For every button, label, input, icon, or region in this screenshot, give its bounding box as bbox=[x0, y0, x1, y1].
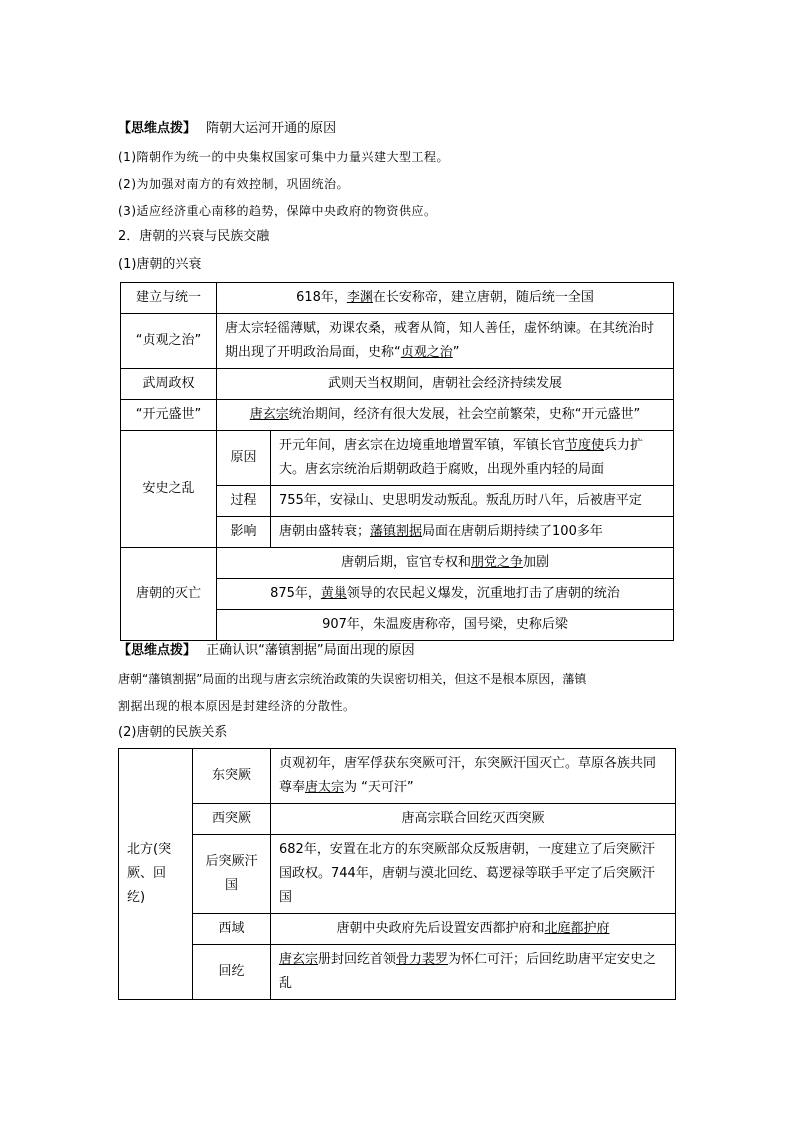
row-label: 西突厥 bbox=[193, 804, 271, 835]
table-row bbox=[119, 835, 676, 914]
tip2-line-2: 割据出现的根本原因是封建经济的分散性。 bbox=[118, 699, 356, 713]
tang-rise-fall-table bbox=[120, 282, 674, 641]
row-label: 东突厥 bbox=[193, 749, 271, 804]
row-content: 开元年间，唐玄宗在边境重地增置军镇，军镇长官节度使兵力扩大。唐玄宗统治后期朝政趋于腐败，出现外重内轻的局面 bbox=[271, 431, 674, 486]
row-label: 回纥 bbox=[193, 945, 271, 1000]
table-row bbox=[121, 400, 674, 431]
row-label: 武周政权 bbox=[121, 369, 217, 400]
sub-label: 原因 bbox=[217, 431, 271, 486]
row-label: 唐朝的灭亡 bbox=[121, 548, 217, 641]
table-row bbox=[119, 914, 676, 945]
row-content: 682年，安置在北方的东突厥部众反叛唐朝，一度建立了后突厥汗国政权。744年，唐朝与漠北回纥、葛逻禄等联手平定了后突厥汗国 bbox=[271, 835, 676, 914]
tip2-title: 正确认识“藩镇割据”局面出现的原因 bbox=[206, 643, 415, 658]
table-row bbox=[119, 804, 676, 835]
tip2-heading bbox=[118, 642, 415, 660]
row-content: 唐玄宗册封回纥首领骨力裴罗为怀仁可汗；后回纥助唐平定安史之乱 bbox=[271, 945, 676, 1000]
tip1-item-3: (3)适应经济重心南移的趋势，保障中央政府的物资供应。 bbox=[118, 204, 437, 218]
table-row bbox=[121, 548, 674, 579]
sub-label: 影响 bbox=[217, 517, 271, 548]
table-row bbox=[119, 945, 676, 1000]
row-content: 唐玄宗统治期间，经济有很大发展，社会空前繁荣，史称“开元盛世” bbox=[217, 400, 674, 431]
row-label: 安史之乱 bbox=[121, 431, 217, 548]
row-content: 唐朝中央政府先后设置安西都护府和北庭都护府 bbox=[271, 914, 676, 945]
tip1-item-1: (1)隋朝作为统一的中央集权国家可集中力量兴建大型工程。 bbox=[118, 150, 450, 164]
table-row bbox=[121, 314, 674, 369]
table-row bbox=[119, 749, 676, 804]
section2-heading: 2．唐朝的兴衰与民族交融 bbox=[118, 229, 270, 244]
tip1-tag: 【思维点拨】 bbox=[118, 121, 197, 136]
tip2-line-1: 唐朝“藩镇割据”局面的出现与唐玄宗统治政策的失误密切相关，但这不是根本原因，藩镇 bbox=[118, 672, 587, 686]
row-label: “贞观之治” bbox=[121, 314, 217, 369]
region-label: 北方(突厥、回纥) bbox=[119, 749, 193, 1000]
tip1-heading bbox=[118, 120, 336, 138]
ethnic-relations-table bbox=[118, 748, 676, 1000]
row-label: 西域 bbox=[193, 914, 271, 945]
row-content: 唐高宗联合回纥灭西突厥 bbox=[271, 804, 676, 835]
row-content: 唐朝后期，宦官专权和朋党之争加剧 bbox=[217, 548, 674, 579]
sub1-heading: (1)唐朝的兴衰 bbox=[118, 257, 202, 272]
table-row bbox=[121, 369, 674, 400]
sub2-heading: (2)唐朝的民族关系 bbox=[118, 725, 228, 740]
tip1-title: 隋朝大运河开通的原因 bbox=[206, 121, 337, 136]
row-content: 贞观初年，唐军俘获东突厥可汗，东突厥汗国灭亡。草原各族共同尊奉唐太宗为 “天可汗” bbox=[271, 749, 676, 804]
row-content: 唐太宗轻徭薄赋，劝课农桑，戒奢从简，知人善任，虚怀纳谏。在其统治时期出现了开明政治局面，史称“贞观之治” bbox=[217, 314, 674, 369]
row-content: 618年，李渊在长安称帝，建立唐朝，随后统一全国 bbox=[217, 283, 674, 314]
row-content: 武则天当权期间，唐朝社会经济持续发展 bbox=[217, 369, 674, 400]
row-content: 755年，安禄山、史思明发动叛乱。叛乱历时八年，后被唐平定 bbox=[271, 486, 674, 517]
row-content: 875年，黄巢领导的农民起义爆发，沉重地打击了唐朝的统治 bbox=[217, 579, 674, 610]
row-label: 后突厥汗国 bbox=[193, 835, 271, 914]
row-content: 唐朝由盛转衰；藩镇割据局面在唐朝后期持续了100多年 bbox=[271, 517, 674, 548]
tip2-tag: 【思维点拨】 bbox=[118, 643, 197, 658]
tip1-item-2: (2)为加强对南方的有效控制，巩固统治。 bbox=[118, 177, 349, 191]
table-row bbox=[121, 431, 674, 486]
sub-label: 过程 bbox=[217, 486, 271, 517]
row-content: 907年，朱温废唐称帝，国号梁，史称后梁 bbox=[217, 610, 674, 641]
row-label: 建立与统一 bbox=[121, 283, 217, 314]
table-row bbox=[121, 283, 674, 314]
row-label: “开元盛世” bbox=[121, 400, 217, 431]
